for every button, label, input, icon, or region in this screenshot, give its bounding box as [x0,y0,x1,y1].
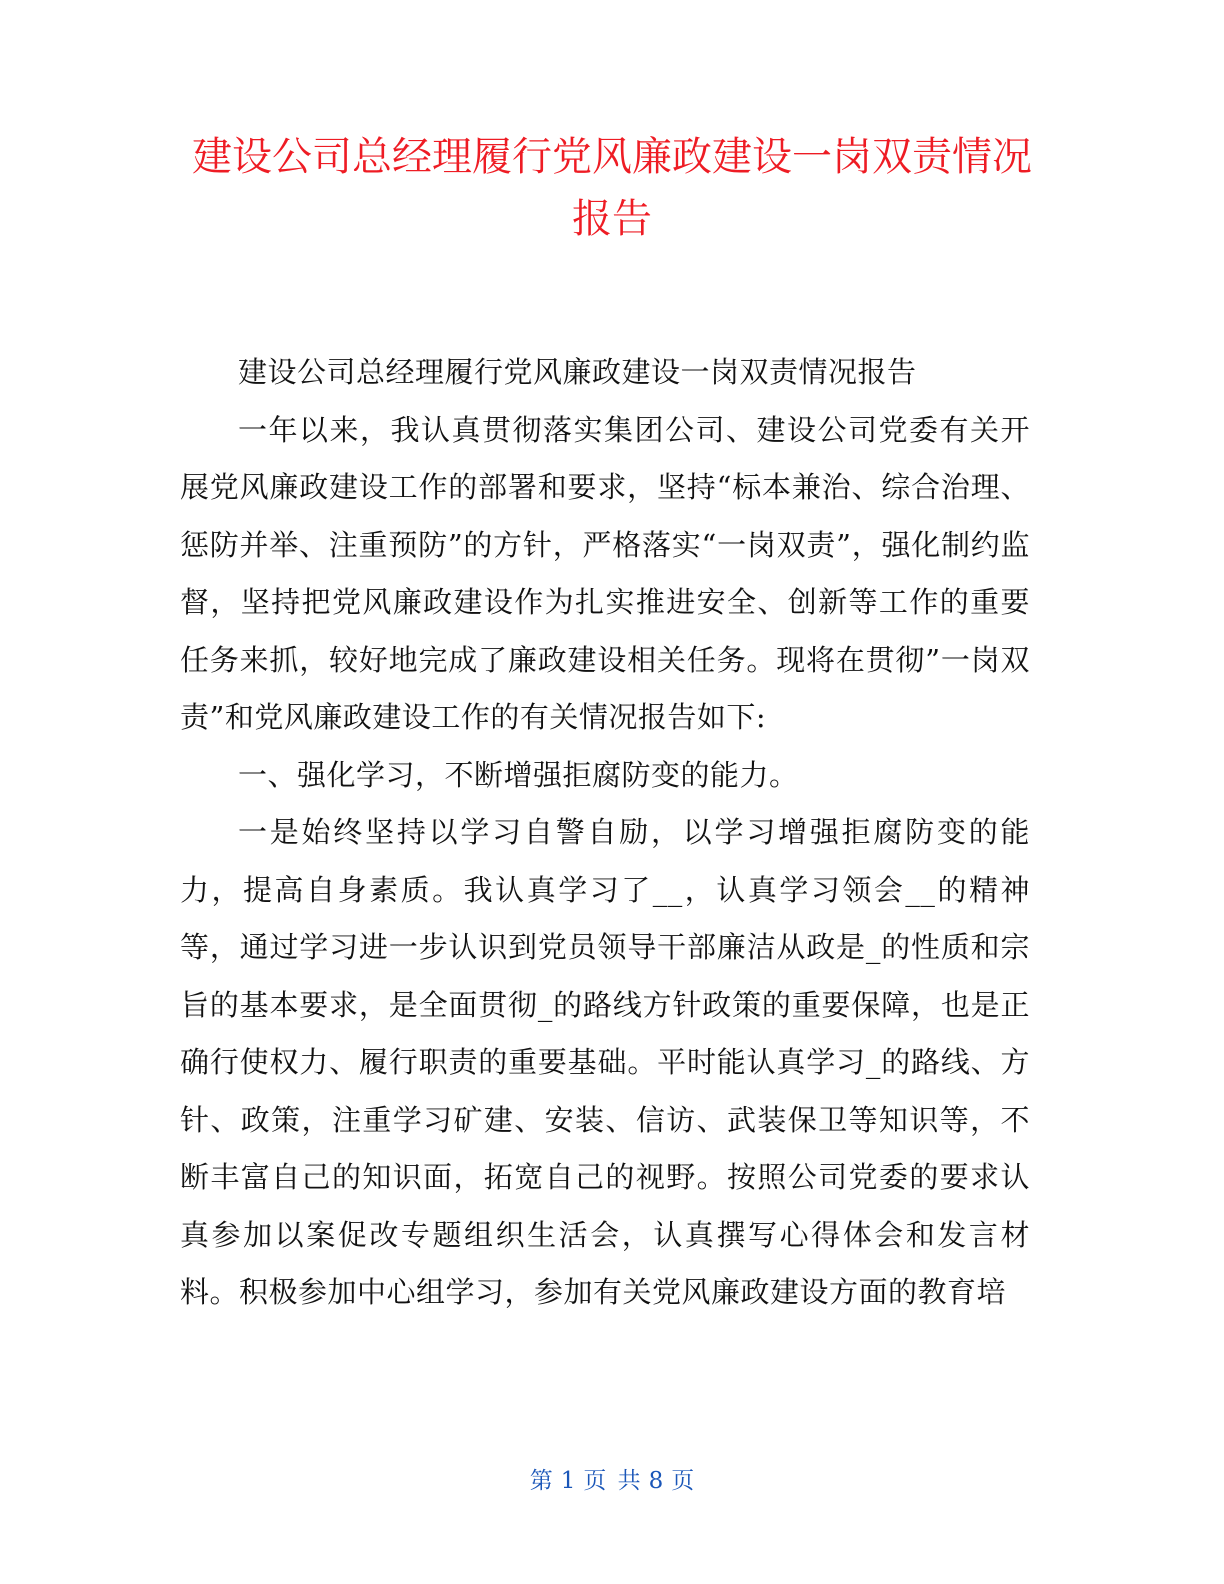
paragraph-intro: 一年以来，我认真贯彻落实集团公司、建设公司党委有关开展党风廉政建设工作的部署和要求，坚持“标本兼治、综合治理、惩防并举、注重预防”的方针，严格落实“一岗双责”，强化制约监督，坚持把党风廉政建设作为扎实推进安全、创新等工作的重要任务来抓，较好地完成了廉政建设相关任务。现将在贯彻”一岗双责”和党风廉政建设工作的有关情况报告如下: [180,412,1030,734]
section-heading: 一、强化学习，不断增强拒腐防变的能力。 [238,757,799,792]
footer-suffix: 页 [671,1468,695,1494]
footer-current-page: 1 [560,1468,576,1494]
document-body [180,344,1030,1322]
footer-total-pages: 8 [648,1468,664,1494]
paragraph-study: 一是始终坚持以学习自警自励，以学习增强拒腐防变的能力，提高自身素质。我认真学习了__，认真学习领会__的精神等，通过学习进一步认识到党员领导干部廉洁从政是_的性质和宗旨的基本要求，是全面贯彻_的路线方针政策的重要保障，也是正确行使权力、履行职责的重要基础。平时能认真学习_的路线、方针、政策，注重学习矿建、安装、信访、武装保卫等知识等，不断丰富自己的知识面，拓宽自己的视野。按照公司党委的要求认真参加以案促改专题组织生活会，认真撰写心得体会和发言材料。积极参加中心组学习，参加有关党风廉政建设方面的教育培 [180,815,1030,1309]
page-footer [0,1462,1224,1495]
paragraph-heading: 建设公司总经理履行党风廉政建设一岗双责情况报告 [238,355,917,389]
footer-middle: 页 共 [583,1468,641,1494]
document-title: 建设公司总经理履行党风廉政建设一岗双责情况报告 [192,134,1032,242]
footer-prefix: 第 [529,1468,553,1494]
